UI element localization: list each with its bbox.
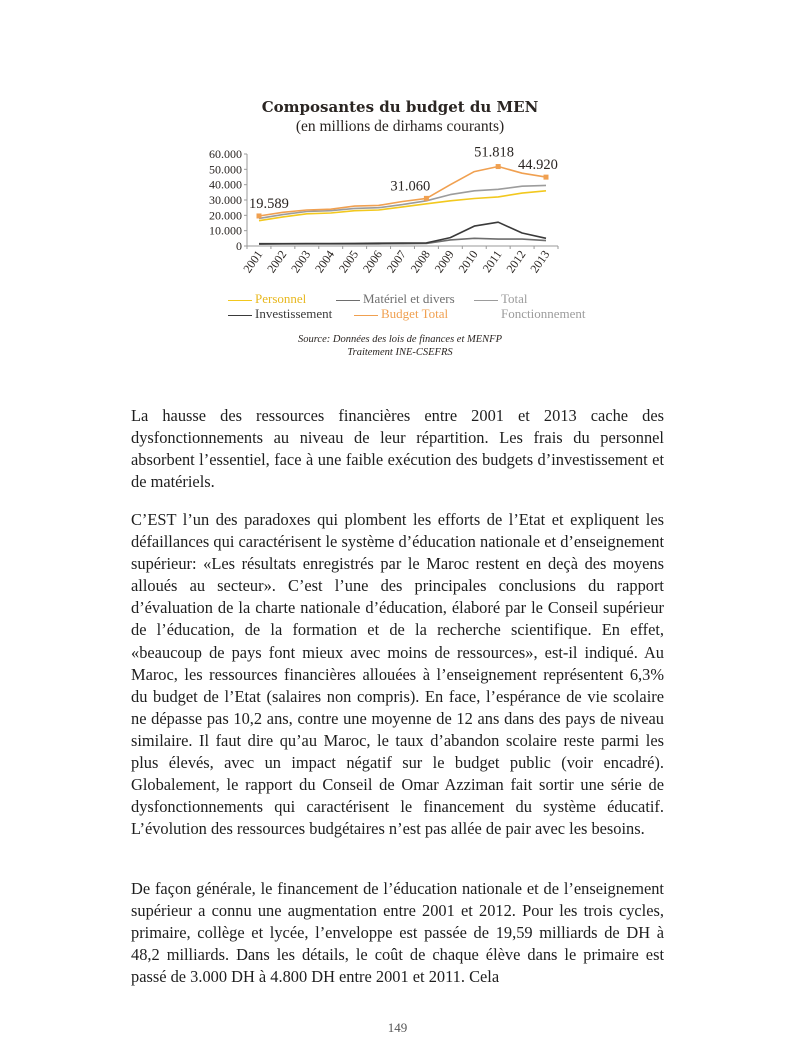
chart-plot-area — [200, 95, 600, 295]
paragraph-1: La hausse des ressources financières entre 2001 et 2013 cache des dysfonctionnements au niveau de leur répartition. Les frais du personnel absorbent l’essentiel, face à une faible exécution des budgets d’investissement et de matériels. — [131, 406, 664, 492]
data-label: 31.060 — [390, 178, 431, 195]
x-tick-label: 2004 — [311, 247, 338, 276]
x-tick-label: 2008 — [407, 247, 433, 276]
legend-swatch-materiel — [336, 300, 360, 301]
data-point-marker — [424, 196, 429, 201]
legend-swatch-investissement — [228, 315, 252, 316]
data-point-marker — [544, 175, 549, 180]
chart-title: Composantes du budget du MEN — [261, 98, 539, 116]
legend-item-total-fonctionnement — [474, 291, 528, 307]
legend-label: Investissement — [255, 306, 333, 321]
legend-label: Fonctionnement — [501, 306, 586, 321]
paragraph-2: C’EST l’un des paradoxes qui plombent les efforts de l’Etat et expliquent les défaillances qui caractérisent le système d’éducation nationale et d’enseignement supérieur: «Les résultats enregistrés par le Maroc restent en deçà des moyens alloués au secteur». C’est l’une des principales conclusions du rapport d’évaluation de la charte nationale d’éducation, élaboré par le Conseil supérieur de l’éducation, de la formation et de la recherche scientifique. En effet, «beaucoup de pays font mieux avec moins de ressources», est-il indiqué. Au Maroc, les ressources financières allouées à l’enseignement représentent 6,3% du budget de l’Etat (salaires non compris). En face, l’espérance de vie scolaire ne dépasse pas 10,2 ans, contre une moyenne de 12 ans dans des pays de niveau similaire. Il faut dire qu’au Maroc, le taux d’abandon scolaire reste parmi les plus élevés, avec un impact négatif sur le budget public (voir encadré). Globalement, le rapport du Conseil de Omar Azziman fait sortir une série de dysfonctionnements qui caractérisent le financement du système éducatif. L’évolution des ressources budgétaires n’est pas allée de pair avec les besoins. — [131, 510, 664, 839]
legend-swatch-total-fonctionnement — [474, 300, 498, 301]
y-tick-label: 0 — [236, 239, 242, 253]
y-tick-label: 30.000 — [209, 193, 242, 207]
legend-item-personnel — [228, 291, 306, 307]
x-tick-label: 2001 — [240, 247, 266, 276]
y-tick-label: 40.000 — [209, 177, 242, 192]
x-tick-label: 2006 — [359, 247, 386, 276]
chart-source-treatment: Traitement INE-CSEFRS — [347, 347, 453, 358]
series-line-investissement — [259, 222, 546, 244]
y-tick-label: 10.000 — [209, 223, 242, 238]
legend-label: Budget Total — [381, 306, 449, 321]
x-tick-label: 2011 — [479, 247, 505, 276]
page-number: 149 — [387, 1020, 408, 1035]
data-point-marker — [257, 213, 262, 218]
legend-label: Personnel — [255, 291, 307, 306]
data-label: 19.589 — [249, 195, 289, 212]
x-tick-label: 2009 — [431, 247, 457, 276]
chart-subtitle: (en millions de dirhams courants) — [295, 118, 505, 135]
data-label: 51.818 — [474, 144, 515, 161]
x-tick-label: 2013 — [527, 247, 553, 276]
y-tick-label: 50.000 — [209, 162, 242, 177]
x-tick-label: 2010 — [455, 247, 481, 276]
legend-label: Matériel et divers — [363, 291, 455, 306]
legend-swatch-personnel — [228, 300, 252, 301]
y-tick-label: 60.000 — [209, 147, 242, 161]
legend-item-materiel — [336, 291, 455, 307]
legend-item-total-fonctionnement-line2 — [501, 306, 586, 322]
budget-chart — [200, 95, 600, 375]
legend-label: Total — [501, 291, 528, 306]
x-tick-label: 2003 — [288, 247, 314, 276]
data-label: 44.920 — [518, 157, 558, 174]
x-tick-label: 2005 — [335, 247, 362, 276]
legend-swatch-budget-total — [354, 315, 378, 316]
legend-item-investissement — [228, 306, 332, 322]
y-tick-label: 20.000 — [209, 208, 242, 223]
data-point-marker — [496, 164, 501, 169]
x-tick-label: 2002 — [264, 247, 290, 276]
x-tick-label: 2012 — [503, 247, 529, 276]
legend-item-budget-total — [354, 306, 448, 322]
series-line-personnel — [259, 191, 546, 221]
paragraph-3: De façon générale, le financement de l’éducation nationale et de l’enseignement supérieur a connu une augmentation entre 2001 et 2012. Pour les trois cycles, primaire, collège et lycée, l’enveloppe est passée de 19,59 milliards de DH à 48,2 milliards. Dans les détails, le coût de chaque élève dans le primaire est passé de 3.000 DH à 4.800 DH entre 2001 et 2011. Cela — [131, 879, 664, 987]
chart-source: Source: Données des lois de finances et MENFP — [297, 334, 503, 345]
x-tick-label: 2007 — [383, 247, 409, 276]
